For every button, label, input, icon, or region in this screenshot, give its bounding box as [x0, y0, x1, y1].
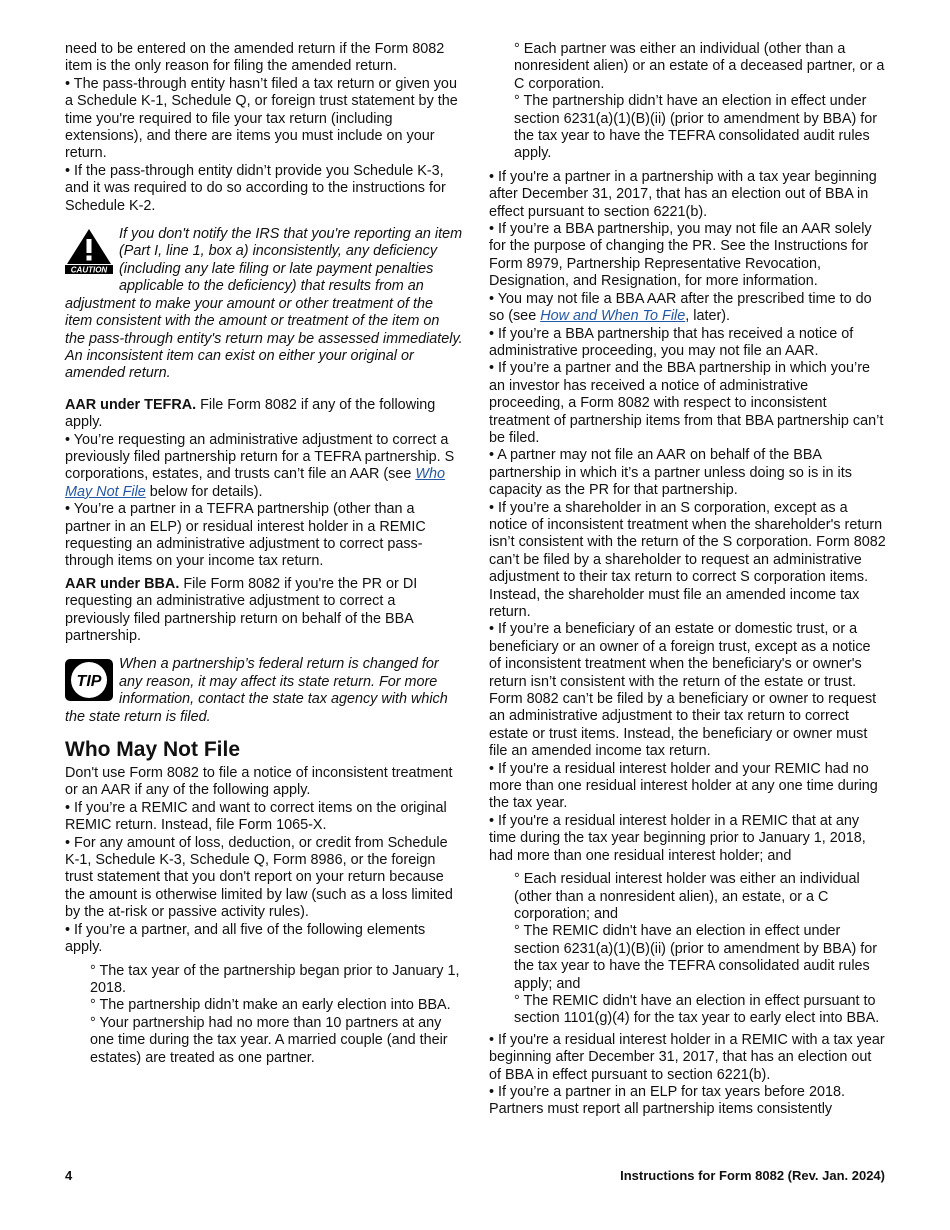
sub-item: ° The REMIC didn't have an election in effect pursuant to section 1101(g)(4) for the tax year to early elect into BBA.: [514, 992, 880, 1027]
form-title-footer: Instructions for Form 8082 (Rev. Jan. 2024): [620, 1168, 885, 1183]
sub-item: ° The REMIC didn't have an election in effect under section 6231(a)(1)(B)(ii) (prior to amendment by BBA) for the tax year to have the TEFRA consolidated audit rules apply; and: [514, 923, 878, 992]
bullet-item: [65, 432, 463, 502]
tefra-intro: File Form 8082 if any of the following apply.: [65, 396, 436, 431]
page-number: 4: [65, 1168, 73, 1183]
sub-list: [489, 41, 886, 163]
tefra-heading: AAR under TEFRA.: [65, 396, 197, 413]
bullet-item: • If you’re a BBA partnership that has received a notice of administrative proceeding, you may not file an AAR.: [489, 325, 854, 359]
bullet-item: • If you're a residual interest holder in a REMIC with a tax year beginning after December 31, 2017, that has an election out of BBA in effect pursuant to section 6221(b).: [489, 1031, 885, 1083]
how-and-when-to-file-link[interactable]: How and When To File: [540, 308, 686, 325]
bullet-text: below for details).: [149, 483, 263, 500]
bullet-item: • If you’re a beneficiary of an estate or domestic trust, or a beneficiary or an owner of a foreign trust, except as a notice of inconsistent treatment when the beneficiary's or owner's return isn’t consistent with the return of the estate or trust. Form 8082 can’t be filed by a beneficiary or owner to request an administrative adjustment to their tax return to correct estate or trust items. Instead, the beneficiary or owner must file an amended income tax return.: [489, 621, 877, 760]
bullet-item: • If you’re a partner in an ELP for tax years before 2018. Partners must report all partnership items consistently: [489, 1083, 845, 1118]
bullet-item: • If you're a residual interest holder in a REMIC that at any time during the tax year beginning prior to January 1, 2018, had more than one residual interest holder; and: [489, 812, 866, 864]
section-heading: Who May Not File: [65, 738, 240, 762]
bullet-item: • The pass-through entity hasn’t filed a tax return or given you a Schedule K-1, Schedule Q, or foreign trust statement by the time you're required to file your tax return (including extensions), and there are items you must include on your return.: [65, 75, 458, 162]
bullet-item: • If you’re a partner, and all five of the following elements apply.: [65, 921, 426, 956]
caution-note: [65, 226, 463, 383]
bullet-item: [489, 291, 886, 326]
paragraph: Don't use Form 8082 to file a notice of inconsistent treatment or an AAR if any of the following apply.: [65, 765, 453, 799]
bba-paragraph: [65, 576, 463, 646]
bullet-item: • If you’re a partner and the BBA partnership in which you’re an investor has received a notice of administrative proceeding, a Form 8082 with respect to inconsistent treatment of partnership items from that BBA partnership can’t be filed.: [489, 360, 884, 446]
sub-list: [489, 871, 886, 1028]
tefra-paragraph: [65, 397, 463, 432]
bba-text: File Form 8082 if you're the PR or DI requesting an administrative adjustment to correct a previously filed partnership return on behalf of the BBA partnership.: [65, 575, 418, 644]
paragraph: need to be entered on the amended return if the Form 8082 item is the only reason for filing the amended return.: [65, 41, 445, 75]
bullet-item: • If you're a residual interest holder and your REMIC had no more than one residual interest holder at any one time during the tax year.: [489, 760, 878, 812]
bullet-item: • For any amount of loss, deduction, or credit from Schedule K-1, Schedule K-3, Schedule Q, Form 8986, or the foreign trust statement that you don't report on your return because the amount is otherwise limited by law (such as a loss limited by the at-risk or passive activity rules).: [65, 834, 453, 921]
caution-text: If you don't notify the IRS that you're reporting an item (Part I, line 1, box a) inconsistently, any deficiency (including any late filing or late payment penalties applicable to the deficiency) that results from an adjustment to make your amount or other treatment of the item consistent with the amount or treatment of the item on the pass-through entity's return may be assessed immediately. An inconsistent item can exist on either your original or amended return.: [65, 226, 463, 382]
tip-text: When a partnership’s federal return is changed for any reason, it may affect its state return. For more information, contact the state tax agency with which the state return is filed.: [65, 656, 448, 725]
bullet-item: • If you’re a REMIC and want to correct items on the original REMIC return. Instead, file Form 1065-X.: [65, 799, 447, 834]
caution-icon: [65, 228, 113, 279]
bullet-item: • If you're a partner in a partnership with a tax year beginning after December 31, 2017, that has an election out of BBA in effect pursuant to section 6221(b).: [489, 168, 877, 220]
sub-item: ° Each residual interest holder was either an individual (other than a nonresident alien), an estate, or a C corporation; and: [514, 871, 860, 922]
who-may-not-file-link[interactable]: Who May Not File: [65, 466, 445, 500]
tip-label: TIP: [76, 673, 102, 691]
right-column: [489, 41, 886, 1119]
sub-item: ° Your partnership had no more than 10 partners at any one time during the tax year. A married couple (and their estates) are treated as one partner.: [90, 1014, 448, 1066]
tip-icon: [65, 658, 113, 707]
caution-label: CAUTION: [70, 265, 108, 275]
bullet-text: • You’re requesting an administrative adjustment to correct a previously filed partnership return for a TEFRA partnership. S corporations, estates, and trusts can’t file an AAR (see: [65, 431, 455, 483]
sub-list: [65, 963, 463, 1067]
bullet-item: • If you’re a shareholder in an S corporation, except as a notice of inconsistent treatment when the shareholder's return isn’t consistent with the return of the S corporation. Form 8082 can’t be filed by a shareholder to request an administrative adjustment to their tax return to correct S corporation items. Instead, the shareholder must file an amended income tax return.: [489, 499, 886, 620]
bullet-text: , later).: [685, 308, 731, 325]
bullet-item: • If you’re a BBA partnership, you may not file an AAR solely for the purpose of changing the PR. See the Instructions for Form 8979, Partnership Representative Revocation, Designation, and Resignation, for more information.: [489, 221, 872, 290]
sub-item: ° Each partner was either an individual (other than a nonresident alien) or an estate of a deceased partner, or a C corporation.: [514, 41, 885, 92]
bullet-item: • A partner may not file an AAR on behalf of the BBA partnership in which it’s a partner unless doing so is in its capacity as the PR for that partnership.: [489, 447, 852, 499]
sub-item: ° The partnership didn’t have an election in effect under section 6231(a)(1)(B)(ii) (prior to amendment by BBA) for the tax year to have the TEFRA consolidated audit rules apply.: [514, 93, 878, 162]
tip-note: [65, 656, 463, 726]
bullet-item: • You’re a partner in a TEFRA partnership (other than a partner in an ELP) or residual interest holder in a REMIC requesting an administrative adjustment to correct pass-through items on your income tax return.: [65, 501, 426, 570]
bba-heading: AAR under BBA.: [65, 575, 180, 592]
sub-item: ° The partnership didn’t make an early election into BBA.: [90, 997, 451, 1014]
bullet-text: • You may not file a BBA AAR after the prescribed time to do so (see: [489, 290, 872, 325]
left-column: [65, 41, 463, 1071]
bullet-item: • If the pass-through entity didn’t provide you Schedule K-3, and it was required to do so according to the instructions for Schedule K-2.: [65, 162, 446, 214]
sub-item: ° The tax year of the partnership began prior to January 1, 2018.: [90, 962, 460, 996]
